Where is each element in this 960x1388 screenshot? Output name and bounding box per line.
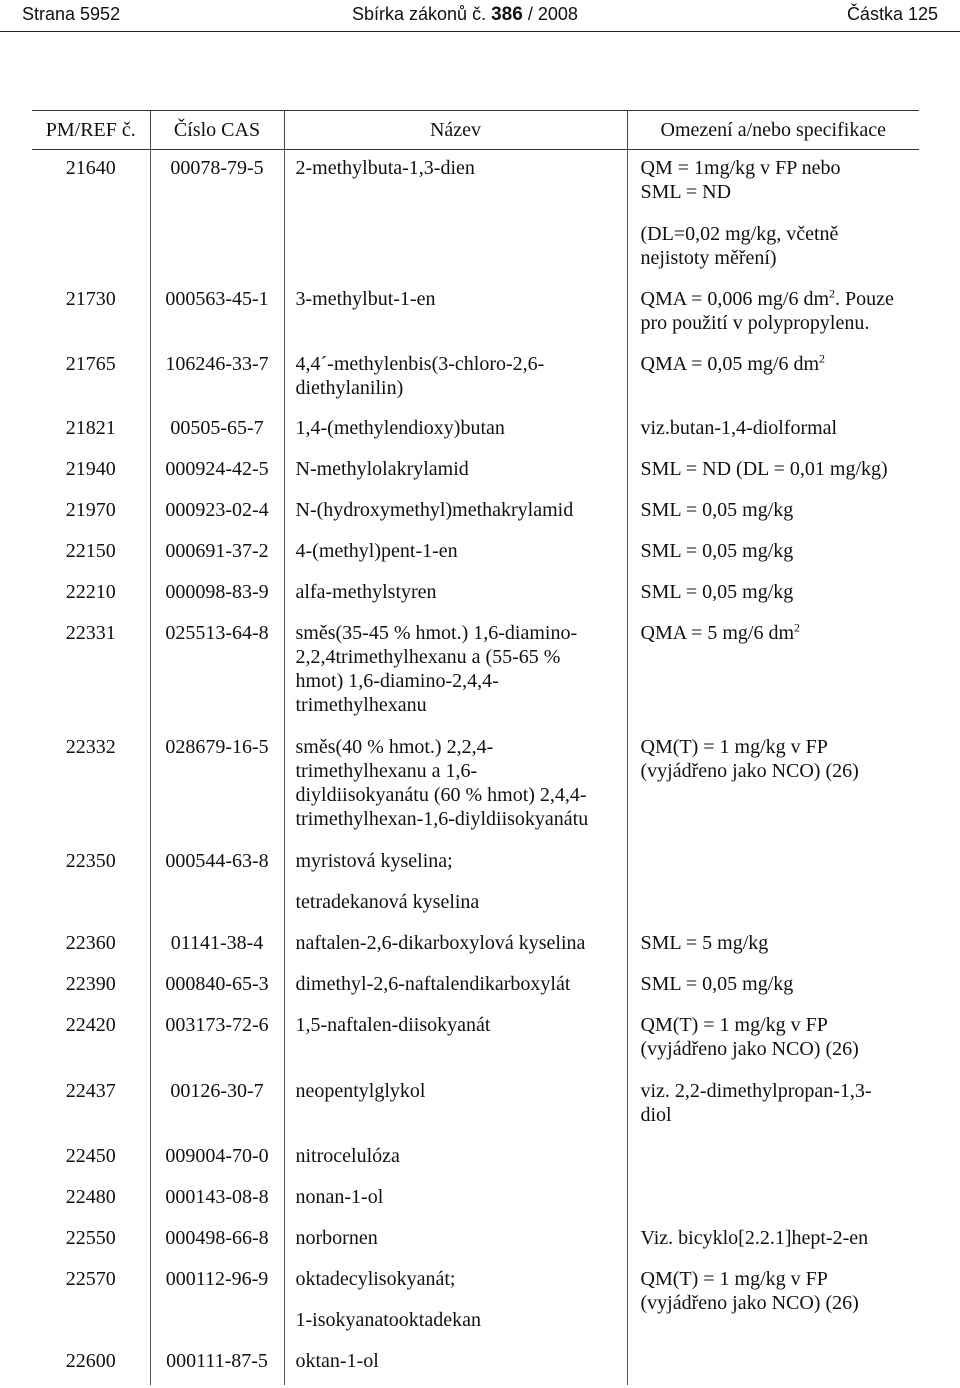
substance-name-line: 1-isokyanatooktadekan	[295, 1308, 481, 1331]
spec-cell	[627, 731, 919, 845]
substance-name-line: 4-(methyl)pent-1-en	[295, 539, 458, 562]
collection-prefix: Sbírka zákonů č.	[352, 4, 487, 24]
substance-name-line: nonan-1-ol	[295, 1185, 384, 1208]
cas-number: 000840-65-3	[165, 972, 269, 995]
cas-cell	[150, 412, 284, 453]
restriction-line: pro použití v polypropylenu.	[640, 311, 870, 334]
ref-cell	[32, 453, 150, 494]
table-row	[32, 1345, 919, 1385]
restriction-line: QM(T) = 1 mg/kg v FP	[640, 1013, 828, 1036]
ref-number: 22360	[65, 931, 116, 954]
restriction-line: SML = 5 mg/kg	[640, 931, 769, 954]
substance-name-line: směs(40 % hmot.) 2,2,4-	[295, 735, 494, 758]
substance-name-line: alfa-methylstyren	[295, 580, 437, 603]
restriction-line: QM(T) = 1 mg/kg v FP	[640, 1267, 828, 1290]
restriction-text: QMA = 0,006 mg/6 dm	[640, 287, 830, 310]
cas-number: 025513-64-8	[165, 621, 269, 644]
cas-number: 00505-65-7	[170, 416, 264, 439]
substance-name-line: trimethylhexan-1,6-diyldiisokyanátu	[295, 807, 589, 830]
spec-cell	[627, 576, 919, 617]
substance-name-line: trimethylhexanu	[295, 693, 427, 716]
cas-cell	[150, 1345, 284, 1385]
table-row	[32, 576, 919, 617]
cas-number: 000923-02-4	[165, 498, 269, 521]
name-cell	[284, 535, 627, 576]
cas-cell	[150, 1009, 284, 1075]
collection-number: 386	[491, 4, 523, 25]
restriction-text: . Pouze	[835, 287, 894, 310]
table-row	[32, 731, 919, 845]
table-row	[32, 453, 919, 494]
table-row	[32, 968, 919, 1009]
substance-name-line: 1,4-(methylendioxy)butan	[295, 416, 505, 439]
ref-cell	[32, 494, 150, 535]
ref-cell	[32, 1140, 150, 1181]
ref-number: 22600	[65, 1349, 116, 1372]
ref-number: 21970	[65, 498, 116, 521]
substance-name-line: N-(hydroxymethyl)methakrylamid	[295, 498, 574, 521]
ref-number: 21940	[65, 457, 116, 480]
cas-number: 028679-16-5	[165, 735, 269, 758]
restriction-line: SML = 0,05 mg/kg	[640, 580, 794, 603]
substance-name-line: diyldiisokyanátu (60 % hmot) 2,4,4-	[295, 783, 587, 806]
ref-cell	[32, 1345, 150, 1385]
restriction-superscript: 2	[819, 350, 826, 365]
spec-cell	[627, 927, 919, 968]
cas-cell	[150, 453, 284, 494]
collection-year: / 2008	[527, 4, 578, 24]
ref-cell	[32, 150, 150, 283]
ref-number: 22150	[65, 539, 116, 562]
table-row	[32, 412, 919, 453]
cas-cell	[150, 927, 284, 968]
part-number: Částka 125	[846, 4, 938, 24]
cas-number: 000112-96-9	[165, 1267, 269, 1290]
restriction-line: SML = 0,05 mg/kg	[640, 972, 794, 995]
name-cell	[284, 412, 627, 453]
name-cell	[284, 1009, 627, 1075]
cas-cell	[150, 1140, 284, 1181]
ref-number: 22550	[65, 1226, 116, 1249]
restriction-line	[641, 621, 920, 645]
cas-number: 01141-38-4	[170, 931, 264, 954]
name-cell	[284, 1345, 627, 1385]
name-cell	[284, 283, 627, 348]
substance-name-line	[296, 1291, 627, 1308]
substance-name-line	[296, 873, 627, 890]
cas-cell	[150, 968, 284, 1009]
column-header-spec: Omezení a/nebo specifikace	[627, 111, 919, 150]
spec-cell	[627, 453, 919, 494]
cas-cell	[150, 150, 284, 283]
name-cell	[284, 1263, 627, 1345]
ref-cell	[32, 283, 150, 348]
name-cell	[284, 576, 627, 617]
restriction-line: viz. 2,2-dimethylpropan-1,3-	[640, 1079, 872, 1102]
ref-number: 22332	[65, 735, 116, 758]
cas-cell	[150, 1263, 284, 1345]
cas-cell	[150, 535, 284, 576]
restriction-line: QM(T) = 1 mg/kg v FP	[640, 735, 828, 758]
cas-number: 000544-63-8	[165, 849, 269, 872]
table-row	[32, 283, 919, 348]
spec-cell	[627, 1263, 919, 1345]
spec-cell	[627, 1222, 919, 1263]
ref-cell	[32, 1181, 150, 1222]
substance-name-line: N-methylolakrylamid	[295, 457, 469, 480]
name-cell	[284, 1222, 627, 1263]
restriction-line	[641, 204, 920, 222]
cas-cell	[150, 494, 284, 535]
substance-name-line: nitrocelulóza	[295, 1144, 400, 1167]
ref-cell	[32, 731, 150, 845]
substance-name-line: 4,4´-methylenbis(3-chloro-2,6-	[295, 352, 545, 375]
name-cell	[284, 968, 627, 1009]
substance-name-line: směs(35-45 % hmot.) 1,6-diamino-	[295, 621, 578, 644]
ref-cell	[32, 1009, 150, 1075]
spec-cell	[627, 535, 919, 576]
restriction-superscript: 2	[794, 619, 801, 634]
restriction-line: nejistoty měření)	[640, 247, 777, 269]
ref-cell	[32, 968, 150, 1009]
restriction-line: QM = 1mg/kg v FP nebo	[640, 157, 841, 179]
cas-number: 00126-30-7	[170, 1079, 264, 1102]
restriction-superscript: 2	[829, 285, 836, 300]
name-cell	[284, 1181, 627, 1222]
substance-name-line: oktadecylisokyanát;	[295, 1267, 456, 1290]
ref-number: 21640	[65, 157, 116, 179]
substance-name-line: myristová kyselina;	[295, 849, 453, 872]
table-row	[32, 494, 919, 535]
substance-name-line: dimethyl-2,6-naftalendikarboxylát	[295, 972, 571, 995]
cas-cell	[150, 731, 284, 845]
spec-cell	[627, 1075, 919, 1140]
ref-number: 22450	[65, 1144, 116, 1167]
page-header	[0, 0, 960, 32]
cas-number: 000924-42-5	[165, 457, 269, 480]
ref-number: 22480	[65, 1185, 116, 1208]
restriction-line: SML = ND	[640, 181, 732, 203]
restriction-line: SML = ND (DL = 0,01 mg/kg)	[640, 457, 888, 480]
cas-cell	[150, 1222, 284, 1263]
spec-cell	[627, 494, 919, 535]
table-row	[32, 927, 919, 968]
ref-cell	[32, 1222, 150, 1263]
restriction-line: diol	[640, 1103, 672, 1126]
restriction-line: Viz. bicyklo[2.2.1]hept-2-en	[640, 1226, 869, 1249]
spec-cell	[627, 348, 919, 412]
ref-cell	[32, 535, 150, 576]
name-cell	[284, 731, 627, 845]
ref-number: 21730	[65, 287, 116, 310]
ref-number: 21765	[65, 352, 116, 375]
collection-reference	[352, 4, 578, 26]
name-cell	[284, 1075, 627, 1140]
cas-cell	[150, 576, 284, 617]
ref-number: 22331	[65, 621, 116, 644]
table-body	[32, 150, 919, 1385]
substance-name-line: 1,5-naftalen-diisokyanát	[295, 1013, 491, 1036]
cas-cell	[150, 283, 284, 348]
ref-number: 22350	[65, 849, 116, 872]
substance-name-line: norbornen	[295, 1226, 378, 1249]
name-cell	[284, 1140, 627, 1181]
ref-cell	[32, 412, 150, 453]
restriction-line: SML = 0,05 mg/kg	[640, 498, 794, 521]
spec-cell	[627, 968, 919, 1009]
substance-name-line: 2,2,4trimethylhexanu a (55-65 %	[295, 645, 561, 668]
table-row	[32, 150, 919, 283]
table-row	[32, 1263, 919, 1345]
ref-number: 22570	[65, 1267, 116, 1290]
spec-cell	[627, 845, 919, 927]
name-cell	[284, 927, 627, 968]
spec-cell	[627, 283, 919, 348]
substance-name-line: hmot) 1,6-diamino-2,4,4-	[295, 669, 499, 692]
ref-number: 22437	[65, 1079, 116, 1102]
table-row	[32, 845, 919, 927]
substance-name-line: 3-methylbut-1-en	[295, 287, 436, 310]
ref-number: 21821	[65, 416, 116, 439]
cas-number: 003173-72-6	[165, 1013, 269, 1036]
restriction-line	[641, 287, 920, 311]
substance-name-line: 2-methylbuta-1,3-dien	[295, 157, 475, 179]
substance-name-line: diethylanilin)	[295, 376, 404, 399]
restriction-text: QMA = 0,05 mg/6 dm	[640, 352, 820, 375]
substance-name-line: neopentylglykol	[295, 1079, 426, 1102]
name-cell	[284, 150, 627, 283]
ref-number: 22210	[65, 580, 116, 603]
spec-cell	[627, 1009, 919, 1075]
column-header-ref: PM/REF č.	[32, 111, 150, 150]
substance-name-line: oktan-1-ol	[295, 1349, 379, 1372]
cas-number: 000111-87-5	[166, 1349, 268, 1372]
cas-cell	[150, 845, 284, 927]
name-cell	[284, 845, 627, 927]
ref-cell	[32, 927, 150, 968]
name-cell	[284, 617, 627, 731]
ref-cell	[32, 348, 150, 412]
ref-cell	[32, 576, 150, 617]
page-number: Strana 5952	[22, 4, 121, 24]
restriction-line: (vyjádřeno jako NCO) (26)	[640, 1291, 859, 1314]
restriction-text: QMA = 5 mg/6 dm	[640, 621, 795, 644]
ref-cell	[32, 1263, 150, 1345]
cas-number: 000143-08-8	[165, 1185, 269, 1208]
table-row	[32, 1009, 919, 1075]
cas-number: 000563-45-1	[165, 287, 269, 310]
cas-number: 00078-79-5	[170, 157, 264, 179]
table-row	[32, 1075, 919, 1140]
table-header-row	[32, 111, 919, 150]
ref-number: 22390	[65, 972, 116, 995]
cas-number: 000691-37-2	[165, 539, 269, 562]
substance-name-line: naftalen-2,6-dikarboxylová kyselina	[295, 931, 586, 954]
cas-cell	[150, 617, 284, 731]
restriction-line: viz.butan-1,4-diolformal	[640, 416, 838, 439]
column-header-cas: Číslo CAS	[150, 111, 284, 150]
ref-cell	[32, 617, 150, 731]
cas-cell	[150, 1181, 284, 1222]
spec-cell	[627, 150, 919, 283]
substance-name-line: tetradekanová kyselina	[295, 890, 480, 913]
restriction-line: (DL=0,02 mg/kg, včetně	[640, 223, 839, 245]
cas-cell	[150, 348, 284, 412]
substance-table	[32, 110, 919, 1385]
spec-cell	[627, 617, 919, 731]
cas-number: 000498-66-8	[165, 1226, 269, 1249]
ref-cell	[32, 845, 150, 927]
restriction-line	[641, 352, 920, 376]
cas-number: 106246-33-7	[165, 352, 269, 375]
cas-cell	[150, 1075, 284, 1140]
substance-name-line: trimethylhexanu a 1,6-	[295, 759, 478, 782]
column-header-name: Název	[284, 111, 627, 150]
ref-number: 22420	[65, 1013, 116, 1036]
table-row	[32, 535, 919, 576]
spec-cell	[627, 1140, 919, 1181]
table-row	[32, 1222, 919, 1263]
table-row	[32, 348, 919, 412]
name-cell	[284, 348, 627, 412]
table-row	[32, 1140, 919, 1181]
cas-number: 000098-83-9	[165, 580, 269, 603]
table-row	[32, 617, 919, 731]
name-cell	[284, 494, 627, 535]
restriction-line: (vyjádřeno jako NCO) (26)	[640, 1037, 859, 1060]
spec-cell	[627, 1345, 919, 1385]
restriction-line: (vyjádřeno jako NCO) (26)	[640, 759, 859, 782]
name-cell	[284, 453, 627, 494]
table-row	[32, 1181, 919, 1222]
cas-number: 009004-70-0	[165, 1144, 269, 1167]
restriction-line: SML = 0,05 mg/kg	[640, 539, 794, 562]
spec-cell	[627, 412, 919, 453]
spec-cell	[627, 1181, 919, 1222]
ref-cell	[32, 1075, 150, 1140]
